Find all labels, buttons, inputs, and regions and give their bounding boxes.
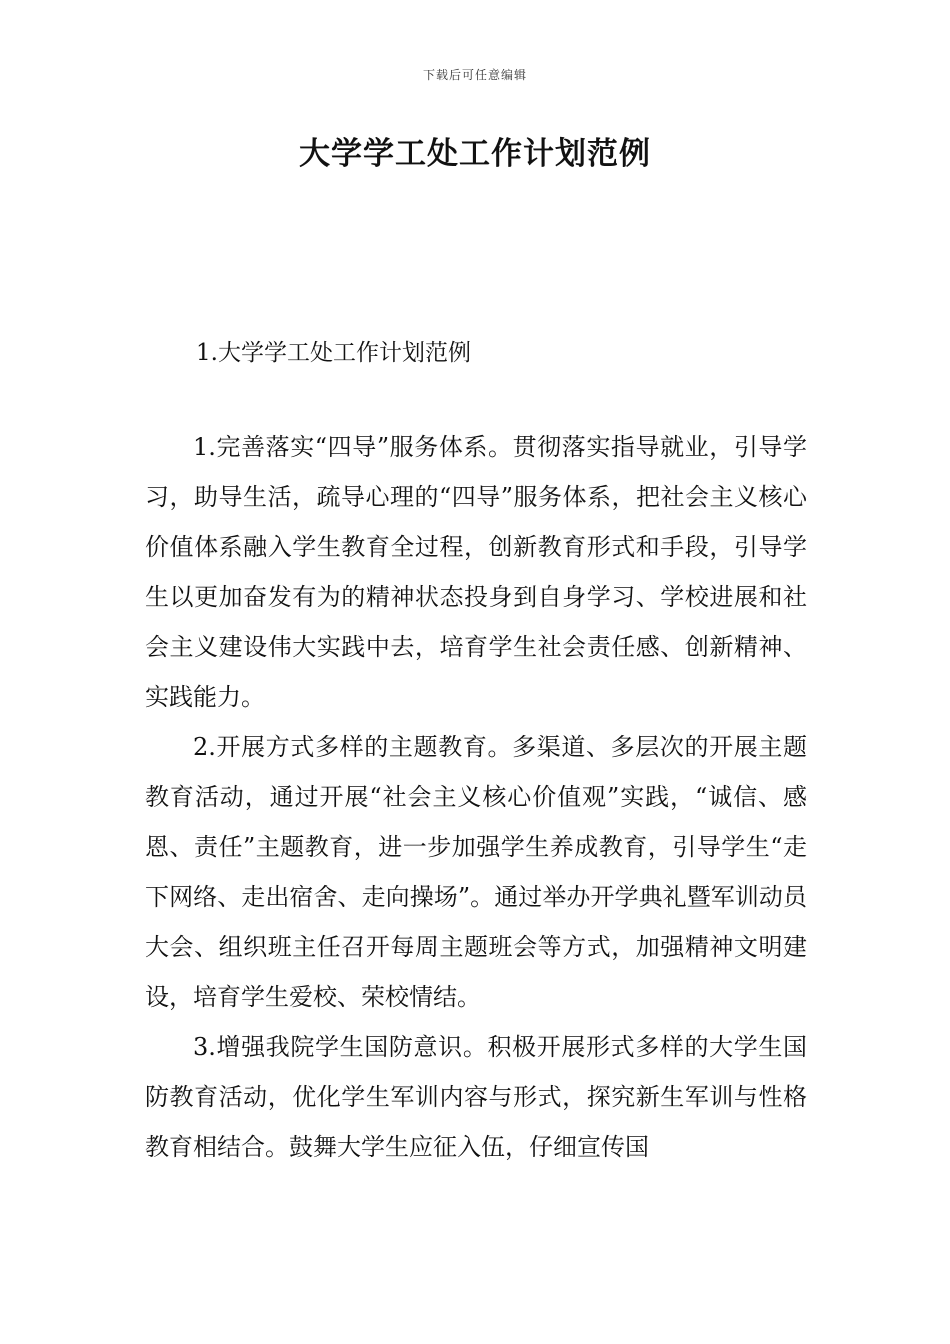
paragraph-3: 3.增强我院学生国防意识。积极开展形式多样的大学生国防教育活动，优化学生军训内容与形式，探究新生军训与性格教育相结合。鼓舞大学生应征入伍，仔细宣传国 — [145, 1033, 807, 1161]
paragraph-2: 2.开展方式多样的主题教育。多渠道、多层次的开展主题教育活动，通过开展“社会主义核心价值观”实践，“诚信、感恩、责任”主题教育，进一步加强学生养成教育，引导学生“走下网络、走出宿舍、走向操场”。通过举办开学典礼暨军训动员大会、组织班主任召开每周主题班会等方式，加强精神文明建设，培育学生爱校、荣校情结。 — [145, 733, 807, 1011]
body-text — [145, 422, 807, 1172]
document-title: 大学学工处工作计划范例 — [299, 136, 651, 172]
header-note: 下载后可任意编辑 — [422, 68, 527, 82]
section-heading: 1.大学学工处工作计划范例 — [196, 340, 471, 366]
paragraph-1: 1.完善落实“四导”服务体系。贯彻落实指导就业，引导学习，助导生活，疏导心理的“四导”服务体系，把社会主义核心价值体系融入学生教育全过程，创新教育形式和手段，引导学生以更加奋发有为的精神状态投身到自身学习、学校进展和社会主义建设伟大实践中去，培育学生社会责任感、创新精神、实践能力。 — [145, 433, 807, 711]
